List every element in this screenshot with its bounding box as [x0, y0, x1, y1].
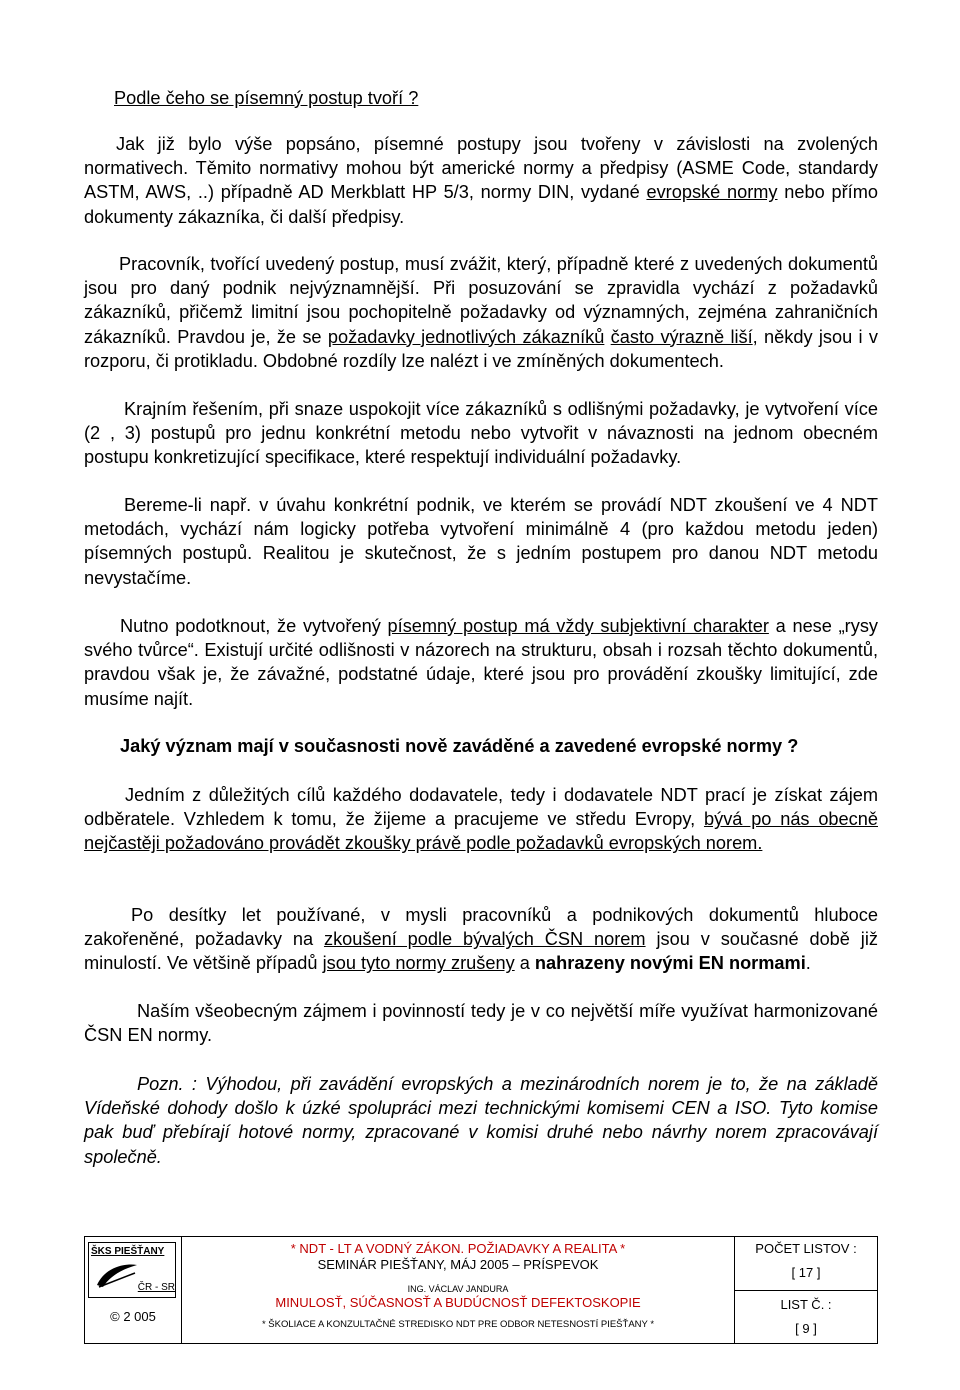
underlined-cancelled: jsou tyto normy zrušeny — [322, 953, 515, 974]
footer-center-line: * ŠKOLIACE A KONZULTAČNÉ STREDISKO NDT PRE ODBOR NETESNOSTÍ PIEŠŤANY * — [261, 1319, 655, 1330]
logo-bottom-text: ČR - SR — [137, 1282, 175, 1293]
paragraph-normatives: Jak již bylo výše popsáno, písemné postupy jsou tvořeny v závislosti na zvolených normativech. Těmito normativy mohou být americké normy a předpisy (ASME Code, standardy ASTM, AWS, ..) případně AD Merkblatt HP 5/3, normy DIN, vydané evropské normy nebo přímo dokumenty zákazníka, či další předpisy. — [84, 134, 878, 227]
paragraph-ndt-methods: Bereme-li např. v úvahu konkrétní podnik, ve kterém se provádí NDT zkoušení ve 4 NDT metodách, vychází nám logicky potřeba vytvoření minimálně 4 (pro každou metodu jeden) písemných postupů. Realitou je skutečnost, že s jedním postupem pro danou NDT metodu nevystačíme. — [84, 495, 878, 588]
paragraph-customer-interest: Jedním z důležitých cílů každého dodavatele, tedy i dodavatele NDT prací je získat zájem odběratele. Vzhledem k tomu, že žijeme a pracujeme ve středu Evropy, bývá po nás obecně nejčastěji požadováno provádět zkoušky právě podle požadavků evropských norem. — [84, 785, 878, 854]
paragraph-extreme-solution: Krajním řešením, při snaze uspokojit více zákazníků s odlišnými požadavky, je vytvoření více (2 , 3) postupů pro jednu konkrétní metodu nebo vytvořit v návaznosti na jednom obecném postupu konkretizující specifikace, které respektují individuální požadavky. — [84, 399, 878, 468]
underlined-differ: často výrazně liší — [610, 326, 753, 347]
logo-top-text: ŠKS PIEŠŤANY — [91, 1246, 165, 1257]
heading-eu-norms: Jaký význam mají v současnosti nově zaváděné a zavedené evropské normy ? — [120, 736, 799, 756]
footer-topic-line: MINULOSŤ, SÚČASNOSŤ A BUDÚCNOSŤ DEFEKTOSKOPIE — [275, 1295, 641, 1310]
pages-value: [ 17 ] — [791, 1265, 821, 1280]
bold-new-en-norms: nahrazeny novými EN normami — [534, 953, 806, 974]
heading-written-procedure: Podle čeho se písemný postup tvoří ? — [114, 88, 419, 108]
sks-logo — [88, 1242, 176, 1298]
footer — [84, 1236, 878, 1346]
footer-author-line: ING. VÁCLAV JANDURA — [407, 1284, 509, 1294]
paragraph-harmonized: Naším všeobecným zájmem i povinností tedy je v co největší míře využívat harmonizované ČSN EN normy. — [84, 1001, 878, 1046]
underlined-eu-norms: evropské normy — [646, 182, 778, 203]
sheet-value: [ 9 ] — [795, 1321, 817, 1336]
underlined-csn-testing: zkoušení podle bývalých ČSN norem — [323, 929, 646, 950]
sheet-label: LIST Č. : — [780, 1297, 832, 1312]
footer-seminar-line: SEMINÁR PIEŠŤANY, MÁJ 2005 – PRÍSPEVOK — [317, 1257, 599, 1272]
note-vienna-agreement: Pozn. : Výhodou, při zavádění evropských a mezinárodních norem je to, že na základě Vídeňské dohody došlo k úzké spolupráci mezi technickými komisemi CEN a ISO. Tyto komise pak buď přebírají hotové normy, zpracované v komisi druhé nebo návrhy norem zpracovávají společně. — [84, 1074, 878, 1167]
paragraph-worker: Pracovník, tvořící uvedený postup, musí zvážit, který, případně které z uvedených dokumentů jsou pro daný podnik nejvýznamnější. Při posuzování se zpravidla vychází z požadavků zákazníků, přičemž limitní jsou pochopitelně požadavky od významných, zejména zahraničních zákazníků. Pravdou je, že se požadavky jednotlivých zákazníků často výrazně liší, někdy jsou i v rozporu, či protikladu. Obdobné rozdíly lze nalézt i ve zmíněných dokumentech. — [84, 254, 878, 371]
footer-pages-divider — [734, 1290, 878, 1291]
paragraph-csn-norms: Po desítky let používané, v mysli pracovníků a podnikových dokumentů hluboce zakořeněné, požadavky na zkoušení podle bývalých ČSN norem jsou v současné době již minulostí. Ve většině případů jsou tyto normy zrušeny a nahrazeny novými EN normami. — [84, 905, 878, 974]
pages-label: POČET LISTOV : — [755, 1241, 857, 1256]
copyright-text: © 2 005 — [110, 1309, 156, 1324]
underlined-eu-requirements: bývá po nás obecně nejčastěji požadováno provádět zkoušky právě podle požadavků evropských norem. — [84, 809, 878, 854]
underlined-customer-reqs: požadavky jednotlivých zákazníků — [327, 326, 605, 347]
underlined-subjective: písemný postup má vždy subjektivní charakter — [387, 616, 769, 636]
footer-title-line: * NDT - LT A VODNÝ ZÁKON. POŽIADAVKY A REALITA * — [290, 1241, 626, 1256]
paragraph-subjective: Nutno podotknout, že vytvořený písemný postup má vždy subjektivní charakter a nese „rysy svého tvůrce“. Existují určité odlišnosti v názorech na strukturu, obsah i rozsah těchto dokumentů, pravdou však je, že závažné, podstatné údaje, které jsou pro provádění zkoušky limitující, zde musíme najít. — [84, 616, 879, 709]
